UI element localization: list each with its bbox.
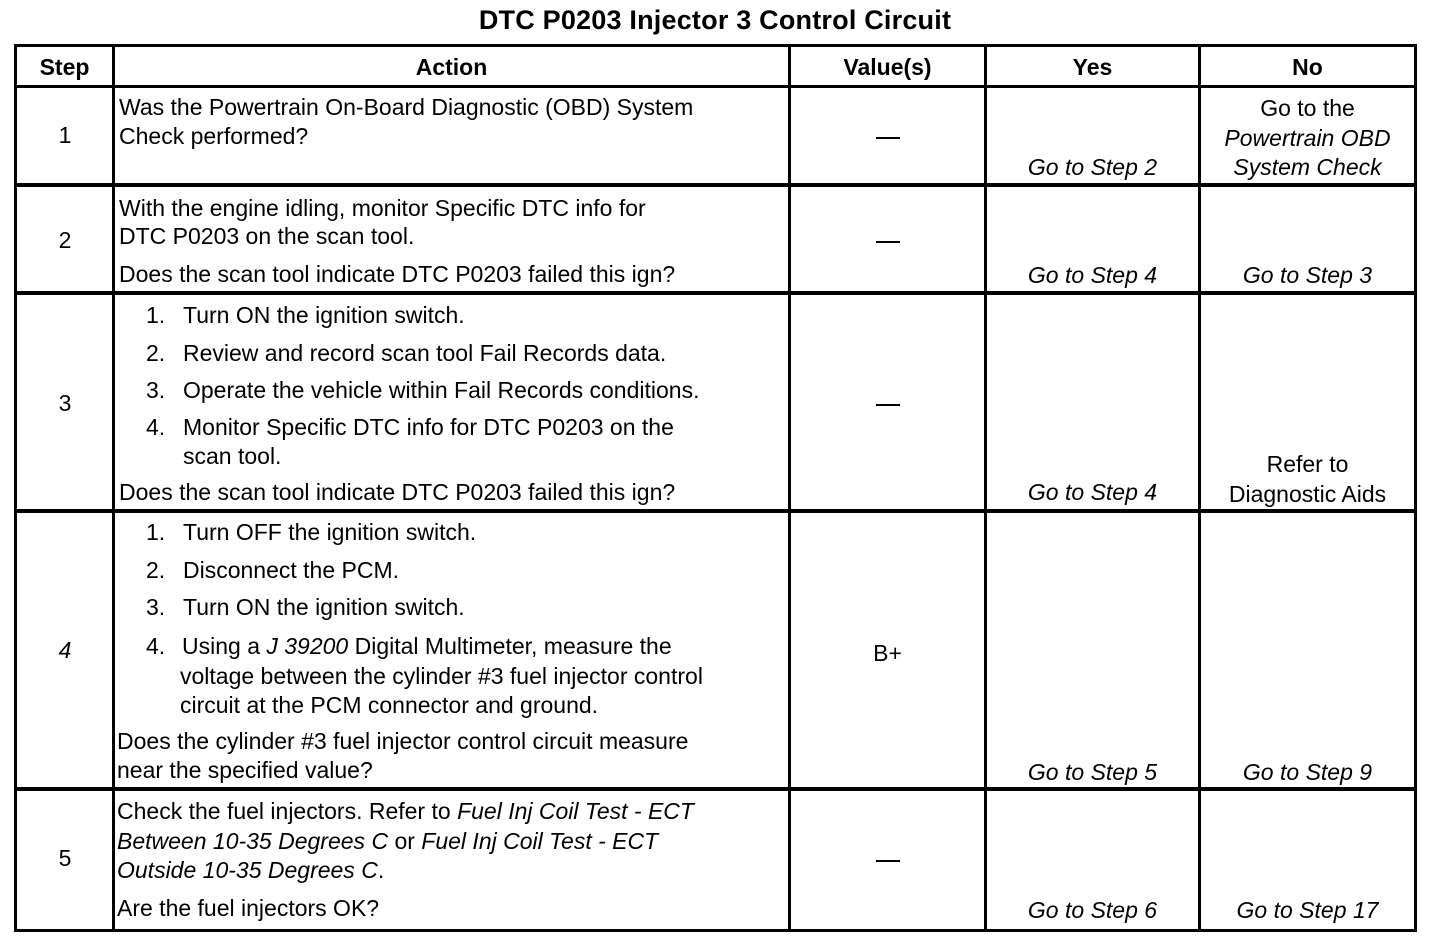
action-text: With the engine idling, monitor Specific DTC info for (119, 195, 646, 221)
value-dash (876, 404, 900, 406)
no-result: Diagnostic Aids (1228, 481, 1387, 507)
step-number: 3 (58, 390, 72, 416)
row-divider (14, 787, 1417, 791)
list-number: 1. (146, 302, 166, 328)
no-result: Powertrain OBD (1224, 125, 1391, 151)
no-result: Go to Step 17 (1236, 897, 1379, 923)
column-divider (788, 44, 791, 932)
action-text: Was the Powertrain On-Board Diagnostic (OBD) System (119, 94, 694, 120)
yes-result: Go to Step 6 (1027, 897, 1158, 923)
action-question: Are the fuel injectors OK? (117, 895, 380, 921)
action-text: Check performed? (119, 123, 309, 149)
list-number: 2. (146, 557, 166, 583)
list-number: 3. (146, 594, 166, 620)
no-result: Go to Step 9 (1242, 759, 1373, 785)
list-item: Turn ON the ignition switch. (183, 302, 465, 328)
value-dash (876, 241, 900, 243)
step-number: 4 (58, 637, 72, 663)
test-reference: Fuel Inj Coil Test - ECT (457, 798, 694, 824)
header-no: No (1292, 54, 1323, 80)
action-question: Does the cylinder #3 fuel injector control circuit measure (117, 728, 689, 754)
row-divider (14, 509, 1417, 513)
list-item-continued: voltage between the cylinder #3 fuel injector control (180, 663, 703, 689)
no-result: Refer to (1266, 451, 1349, 477)
value-dash (876, 860, 900, 862)
step-number: 5 (58, 845, 72, 871)
header-step: Step (39, 54, 90, 80)
no-result: Go to Step 3 (1242, 262, 1373, 288)
list-item: Operate the vehicle within Fail Records conditions. (183, 377, 700, 403)
step-number: 1 (58, 122, 72, 148)
list-item-text: Using a (182, 633, 267, 659)
list-item-continued: circuit at the PCM connector and ground. (180, 692, 599, 718)
action-text: DTC P0203 on the scan tool. (119, 223, 415, 249)
yes-result: Go to Step 4 (1027, 262, 1158, 288)
list-item: Disconnect the PCM. (183, 557, 400, 583)
list-item: Monitor Specific DTC info for DTC P0203 on the (183, 414, 674, 440)
list-number: 3. (146, 377, 166, 403)
row-divider (14, 85, 1417, 88)
yes-result: Go to Step 5 (1027, 759, 1158, 785)
list-number: 2. (146, 340, 166, 366)
action-text (117, 826, 658, 856)
list-number: 1. (146, 519, 166, 545)
list-number: 4. (146, 414, 166, 440)
test-reference: Between 10-35 Degrees C (117, 828, 389, 854)
row-divider (14, 291, 1417, 295)
action-question: near the specified value? (117, 757, 373, 783)
list-item-text: Digital Multimeter, measure the (348, 633, 672, 659)
action-question: Does the scan tool indicate DTC P0203 failed this ign? (119, 479, 676, 505)
header-action: Action (415, 54, 488, 80)
list-number: 4. (146, 633, 166, 659)
list-item: Review and record scan tool Fail Records data. (183, 340, 667, 366)
page-title: DTC P0203 Injector 3 Control Circuit (478, 5, 952, 35)
header-yes: Yes (1072, 54, 1113, 80)
no-result: System Check (1233, 154, 1382, 180)
yes-result: Go to Step 4 (1027, 479, 1158, 505)
action-text (117, 796, 694, 826)
action-text-plain: . (377, 857, 385, 883)
tool-reference: J 39200 (266, 633, 349, 659)
action-question: Does the scan tool indicate DTC P0203 failed this ign? (119, 261, 676, 287)
test-reference: Outside 10-35 Degrees C (117, 857, 378, 883)
list-item (182, 631, 672, 661)
action-text (117, 855, 384, 885)
list-item: Turn ON the ignition switch. (183, 594, 465, 620)
column-divider (112, 44, 115, 932)
action-text-plain: Check the fuel injectors. Refer to (117, 798, 458, 824)
list-item-continued: scan tool. (183, 443, 282, 469)
header-values: Value(s) (843, 54, 932, 80)
row-divider (14, 183, 1417, 187)
test-reference: Fuel Inj Coil Test - ECT (421, 828, 659, 854)
yes-result: Go to Step 2 (1027, 154, 1158, 180)
step-number: 2 (58, 227, 72, 253)
list-item: Turn OFF the ignition switch. (183, 519, 477, 545)
no-result: Go to the (1260, 95, 1355, 121)
value-text: B+ (873, 640, 902, 666)
action-text-plain: or (388, 828, 422, 854)
value-dash (876, 137, 900, 139)
